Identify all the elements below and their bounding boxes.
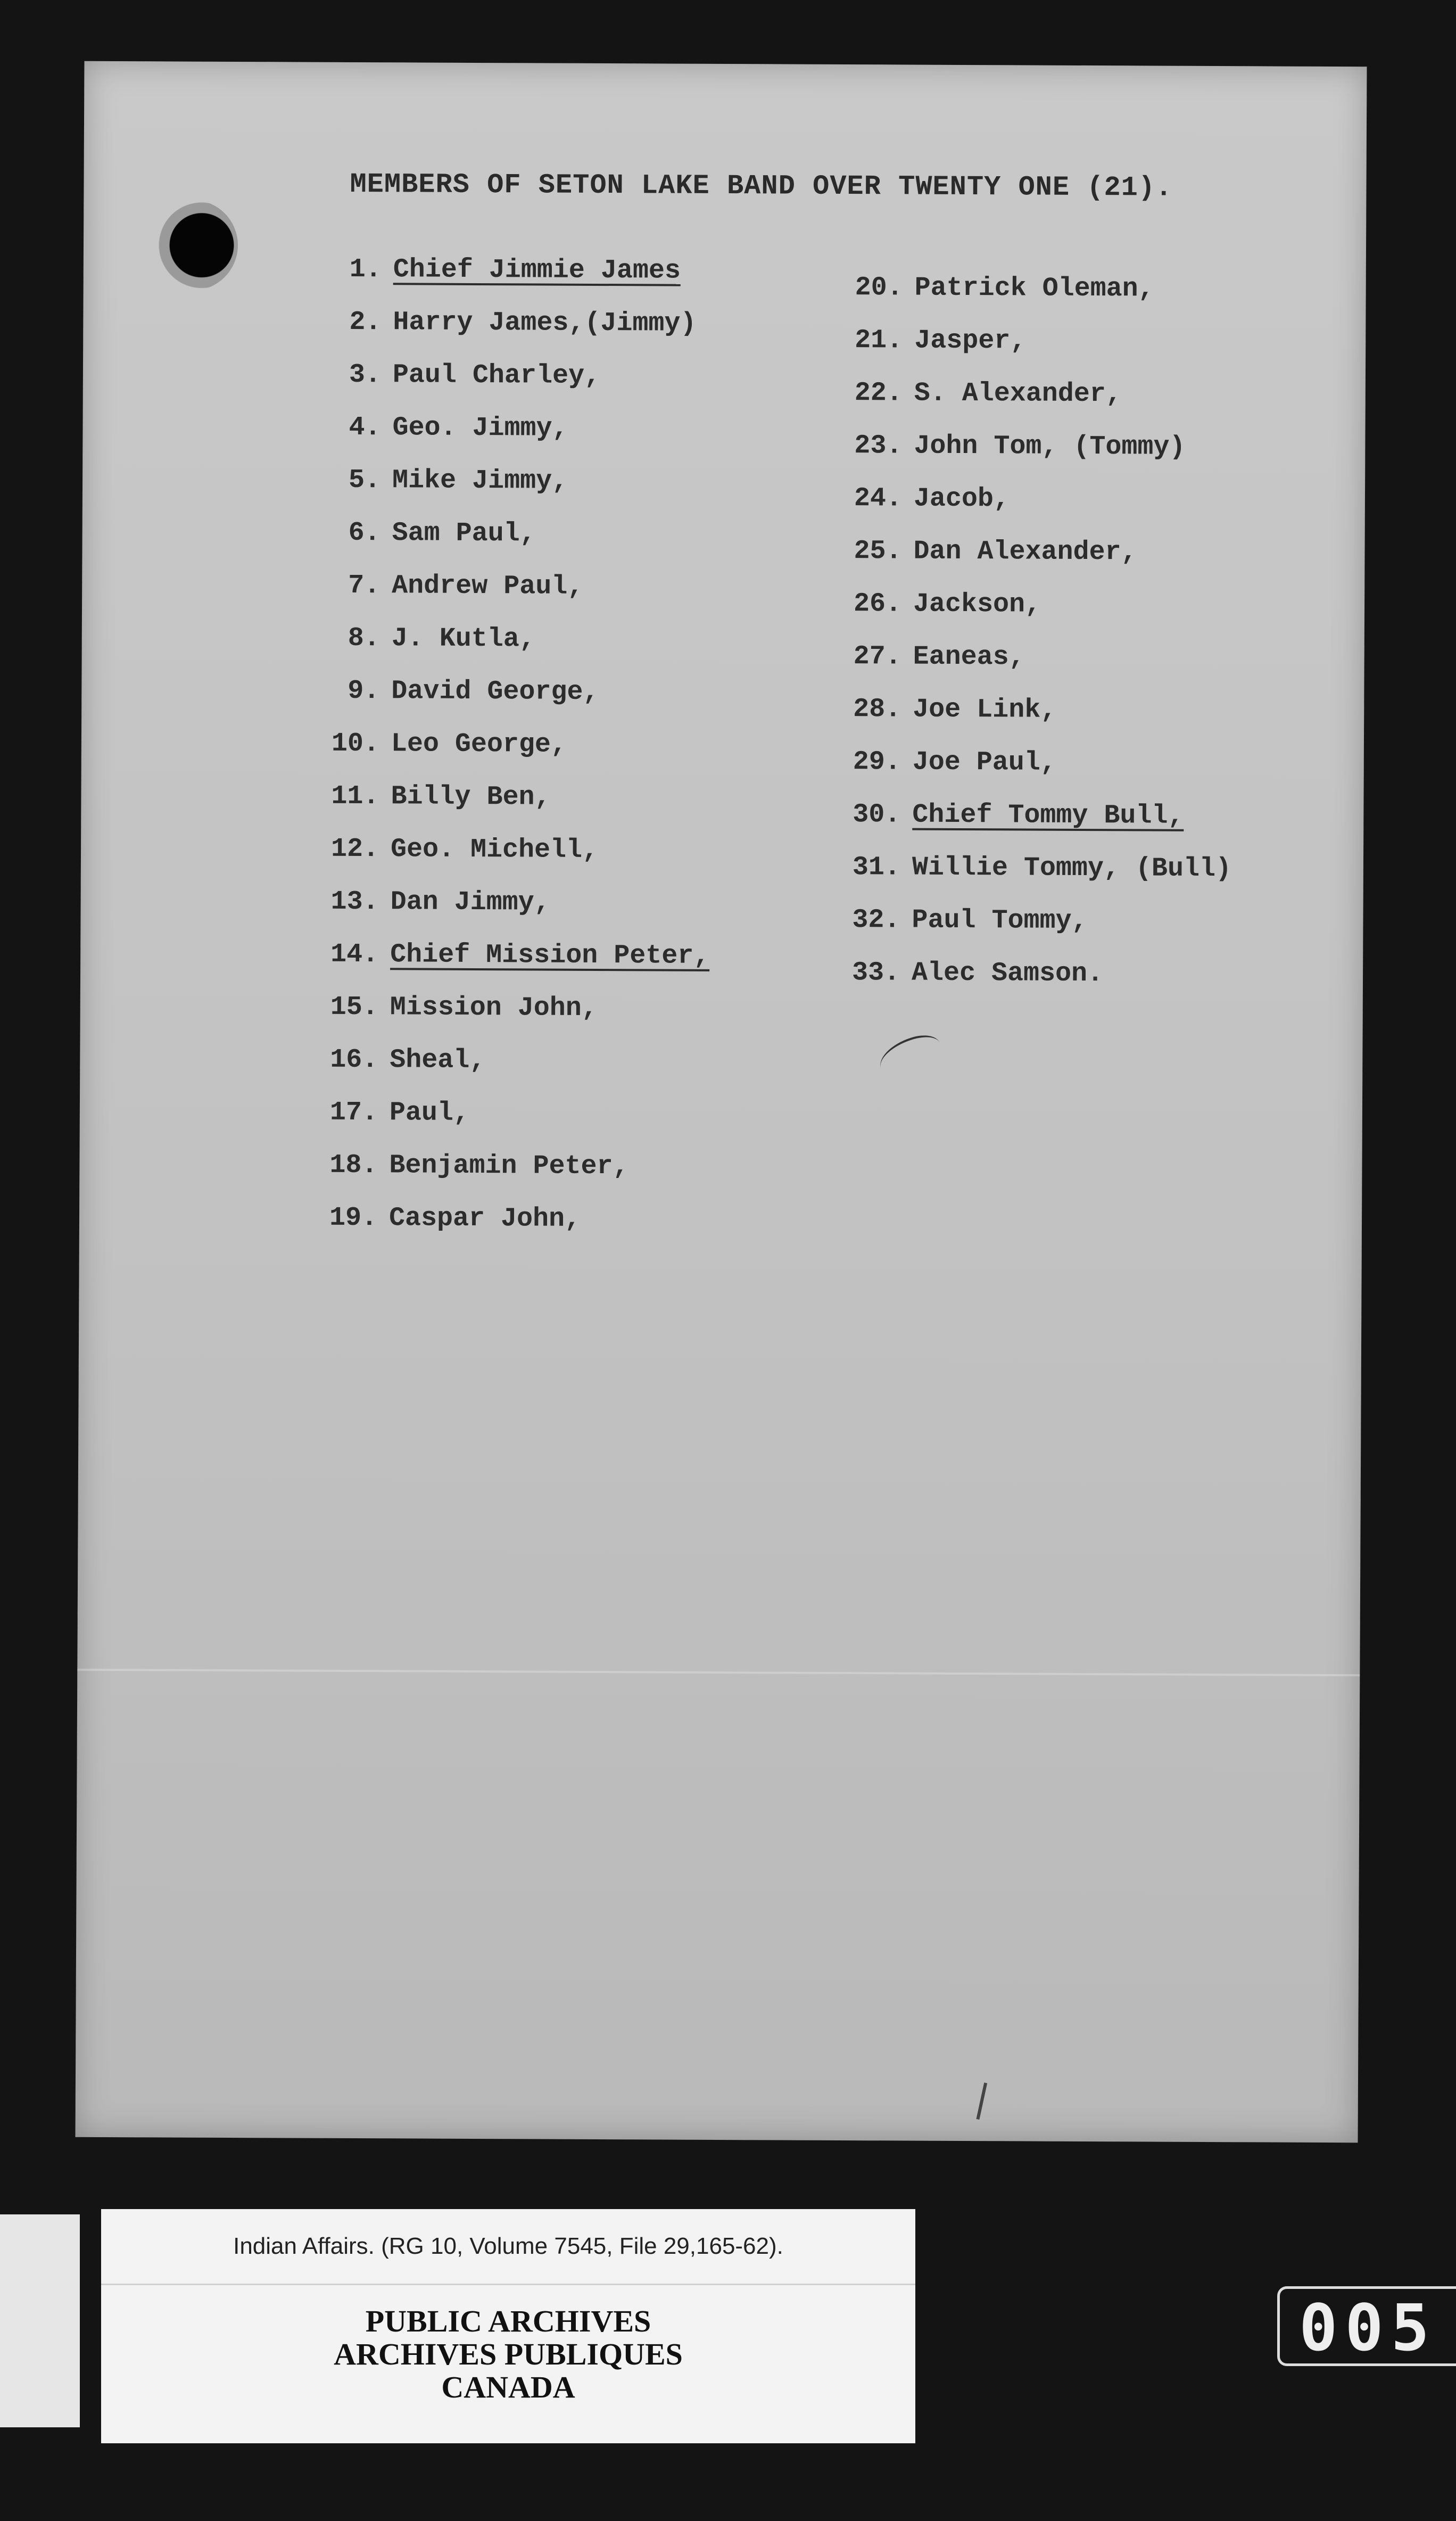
list-item	[820, 946, 1231, 1001]
member-name: Paul Charley,	[392, 360, 601, 391]
member-name: Sheal,	[390, 1045, 486, 1076]
list-item	[823, 261, 1234, 316]
item-number: 21.	[855, 325, 903, 356]
list-item	[821, 736, 1232, 790]
frame-counter: 005	[1277, 2286, 1456, 2366]
member-list-right	[820, 261, 1234, 1001]
member-name: Paul Tommy,	[912, 905, 1088, 937]
list-item	[820, 894, 1231, 948]
member-list-left	[276, 243, 713, 1246]
pen-mark	[874, 1030, 946, 1082]
item-number: 23.	[854, 431, 903, 462]
member-name: Dan Alexander,	[913, 536, 1137, 568]
list-item	[276, 1191, 709, 1246]
member-name: Chief Jimmie James	[393, 254, 681, 286]
member-name: S. Alexander,	[914, 378, 1122, 410]
member-name: Harry James,(Jimmy)	[393, 307, 697, 339]
member-name: John Tom, (Tommy)	[914, 431, 1186, 463]
archive-reference: Indian Affairs. (RG 10, Volume 7545, File 29,165-62).	[101, 2209, 915, 2285]
item-number: 8.	[348, 623, 380, 654]
item-number: 28.	[853, 694, 901, 725]
archive-label	[101, 2209, 915, 2443]
list-item	[821, 841, 1232, 895]
member-name: Jasper,	[914, 325, 1027, 357]
punch-hole	[147, 200, 238, 291]
item-number: 4.	[349, 412, 381, 443]
item-number: 3.	[349, 359, 382, 391]
member-name: Benjamin Peter,	[389, 1150, 629, 1182]
list-item	[821, 630, 1232, 685]
item-number: 32.	[852, 905, 900, 936]
member-name: Mission John,	[390, 992, 598, 1024]
member-name: Chief Mission Peter,	[390, 940, 710, 971]
item-number: 7.	[348, 570, 380, 602]
list-item	[822, 472, 1234, 526]
member-name: Joe Paul,	[912, 747, 1056, 778]
list-item	[277, 875, 710, 930]
document-page	[76, 61, 1367, 2143]
member-name: Leo George,	[391, 729, 567, 760]
list-item	[277, 1086, 709, 1141]
member-name: Sam Paul,	[392, 518, 536, 549]
item-number: 12.	[330, 834, 379, 865]
member-name: Caspar John,	[388, 1203, 581, 1234]
item-number: 19.	[329, 1202, 378, 1234]
member-name: Geo. Michell,	[390, 834, 599, 866]
member-name: Dan Jimmy,	[390, 887, 550, 918]
stamp-line-3: CANADA	[441, 2370, 575, 2404]
item-number: 17.	[329, 1097, 378, 1128]
list-item	[823, 367, 1234, 421]
item-number: 30.	[853, 800, 901, 830]
item-number: 25.	[854, 536, 902, 567]
item-number: 9.	[348, 675, 380, 707]
member-name: Geo. Jimmy,	[392, 413, 568, 444]
member-name: Mike Jimmy,	[392, 465, 568, 497]
list-item	[823, 314, 1234, 368]
list-item	[278, 717, 711, 772]
item-number: 29.	[853, 747, 901, 778]
film-margin-strip	[0, 2214, 80, 2427]
item-number: 16.	[330, 1044, 378, 1076]
item-number: 15.	[330, 992, 378, 1023]
item-number: 26.	[853, 589, 902, 620]
member-name: Andrew Paul,	[392, 571, 584, 602]
item-number: 5.	[348, 465, 381, 496]
stamp-line-2: ARCHIVES PUBLIQUES	[334, 2337, 683, 2371]
list-item	[277, 928, 710, 983]
member-name: J. Kutla,	[391, 623, 535, 655]
item-number: 11.	[331, 781, 379, 812]
item-number: 14.	[330, 939, 379, 970]
member-name: Eaneas,	[913, 641, 1025, 673]
member-name: Jackson,	[913, 589, 1041, 620]
list-item	[279, 401, 712, 456]
list-item	[822, 578, 1233, 632]
member-name: Patrick Oleman,	[914, 273, 1154, 304]
list-item	[278, 822, 710, 877]
archive-stamp	[101, 2305, 915, 2404]
member-name: Joe Link,	[913, 694, 1057, 726]
item-number: 33.	[851, 958, 900, 988]
item-number: 31.	[852, 852, 901, 883]
item-number: 10.	[331, 728, 380, 760]
list-item	[277, 981, 710, 1035]
list-item	[280, 348, 713, 403]
paper-fold-line	[77, 1669, 1360, 1677]
item-number: 13.	[330, 886, 379, 918]
list-item	[277, 1033, 709, 1088]
item-number: 27.	[853, 641, 901, 672]
item-number: 1.	[349, 254, 382, 285]
list-item	[280, 243, 713, 298]
item-number: 6.	[348, 517, 380, 549]
list-item	[821, 683, 1232, 737]
list-item	[280, 295, 713, 350]
member-name: Willie Tommy, (Bull)	[912, 852, 1232, 885]
member-name: Paul,	[389, 1098, 470, 1128]
list-item	[279, 506, 712, 561]
member-name: David George,	[391, 676, 599, 707]
list-item	[822, 525, 1233, 579]
item-number: 18.	[329, 1150, 378, 1181]
item-number: 22.	[854, 378, 903, 409]
list-item	[278, 770, 710, 825]
list-item	[279, 559, 712, 614]
member-name: Billy Ben,	[391, 781, 551, 813]
document-title: MEMBERS OF SETON LAKE BAND OVER TWENTY ONE (21).	[350, 168, 1173, 204]
member-name: Alec Samson.	[911, 958, 1104, 990]
item-number: 24.	[854, 483, 903, 514]
item-number: 2.	[349, 307, 382, 338]
list-item	[279, 612, 712, 666]
member-name: Jacob,	[913, 483, 1010, 515]
stamp-line-1: PUBLIC ARCHIVES	[365, 2304, 651, 2338]
member-name: Chief Tommy Bull,	[912, 800, 1184, 831]
list-item	[279, 454, 712, 508]
list-item	[822, 419, 1234, 474]
list-item	[278, 664, 711, 719]
list-item	[276, 1139, 709, 1193]
item-number: 20.	[855, 273, 903, 303]
pen-tick-mark	[976, 2082, 987, 2120]
list-item	[821, 788, 1232, 843]
